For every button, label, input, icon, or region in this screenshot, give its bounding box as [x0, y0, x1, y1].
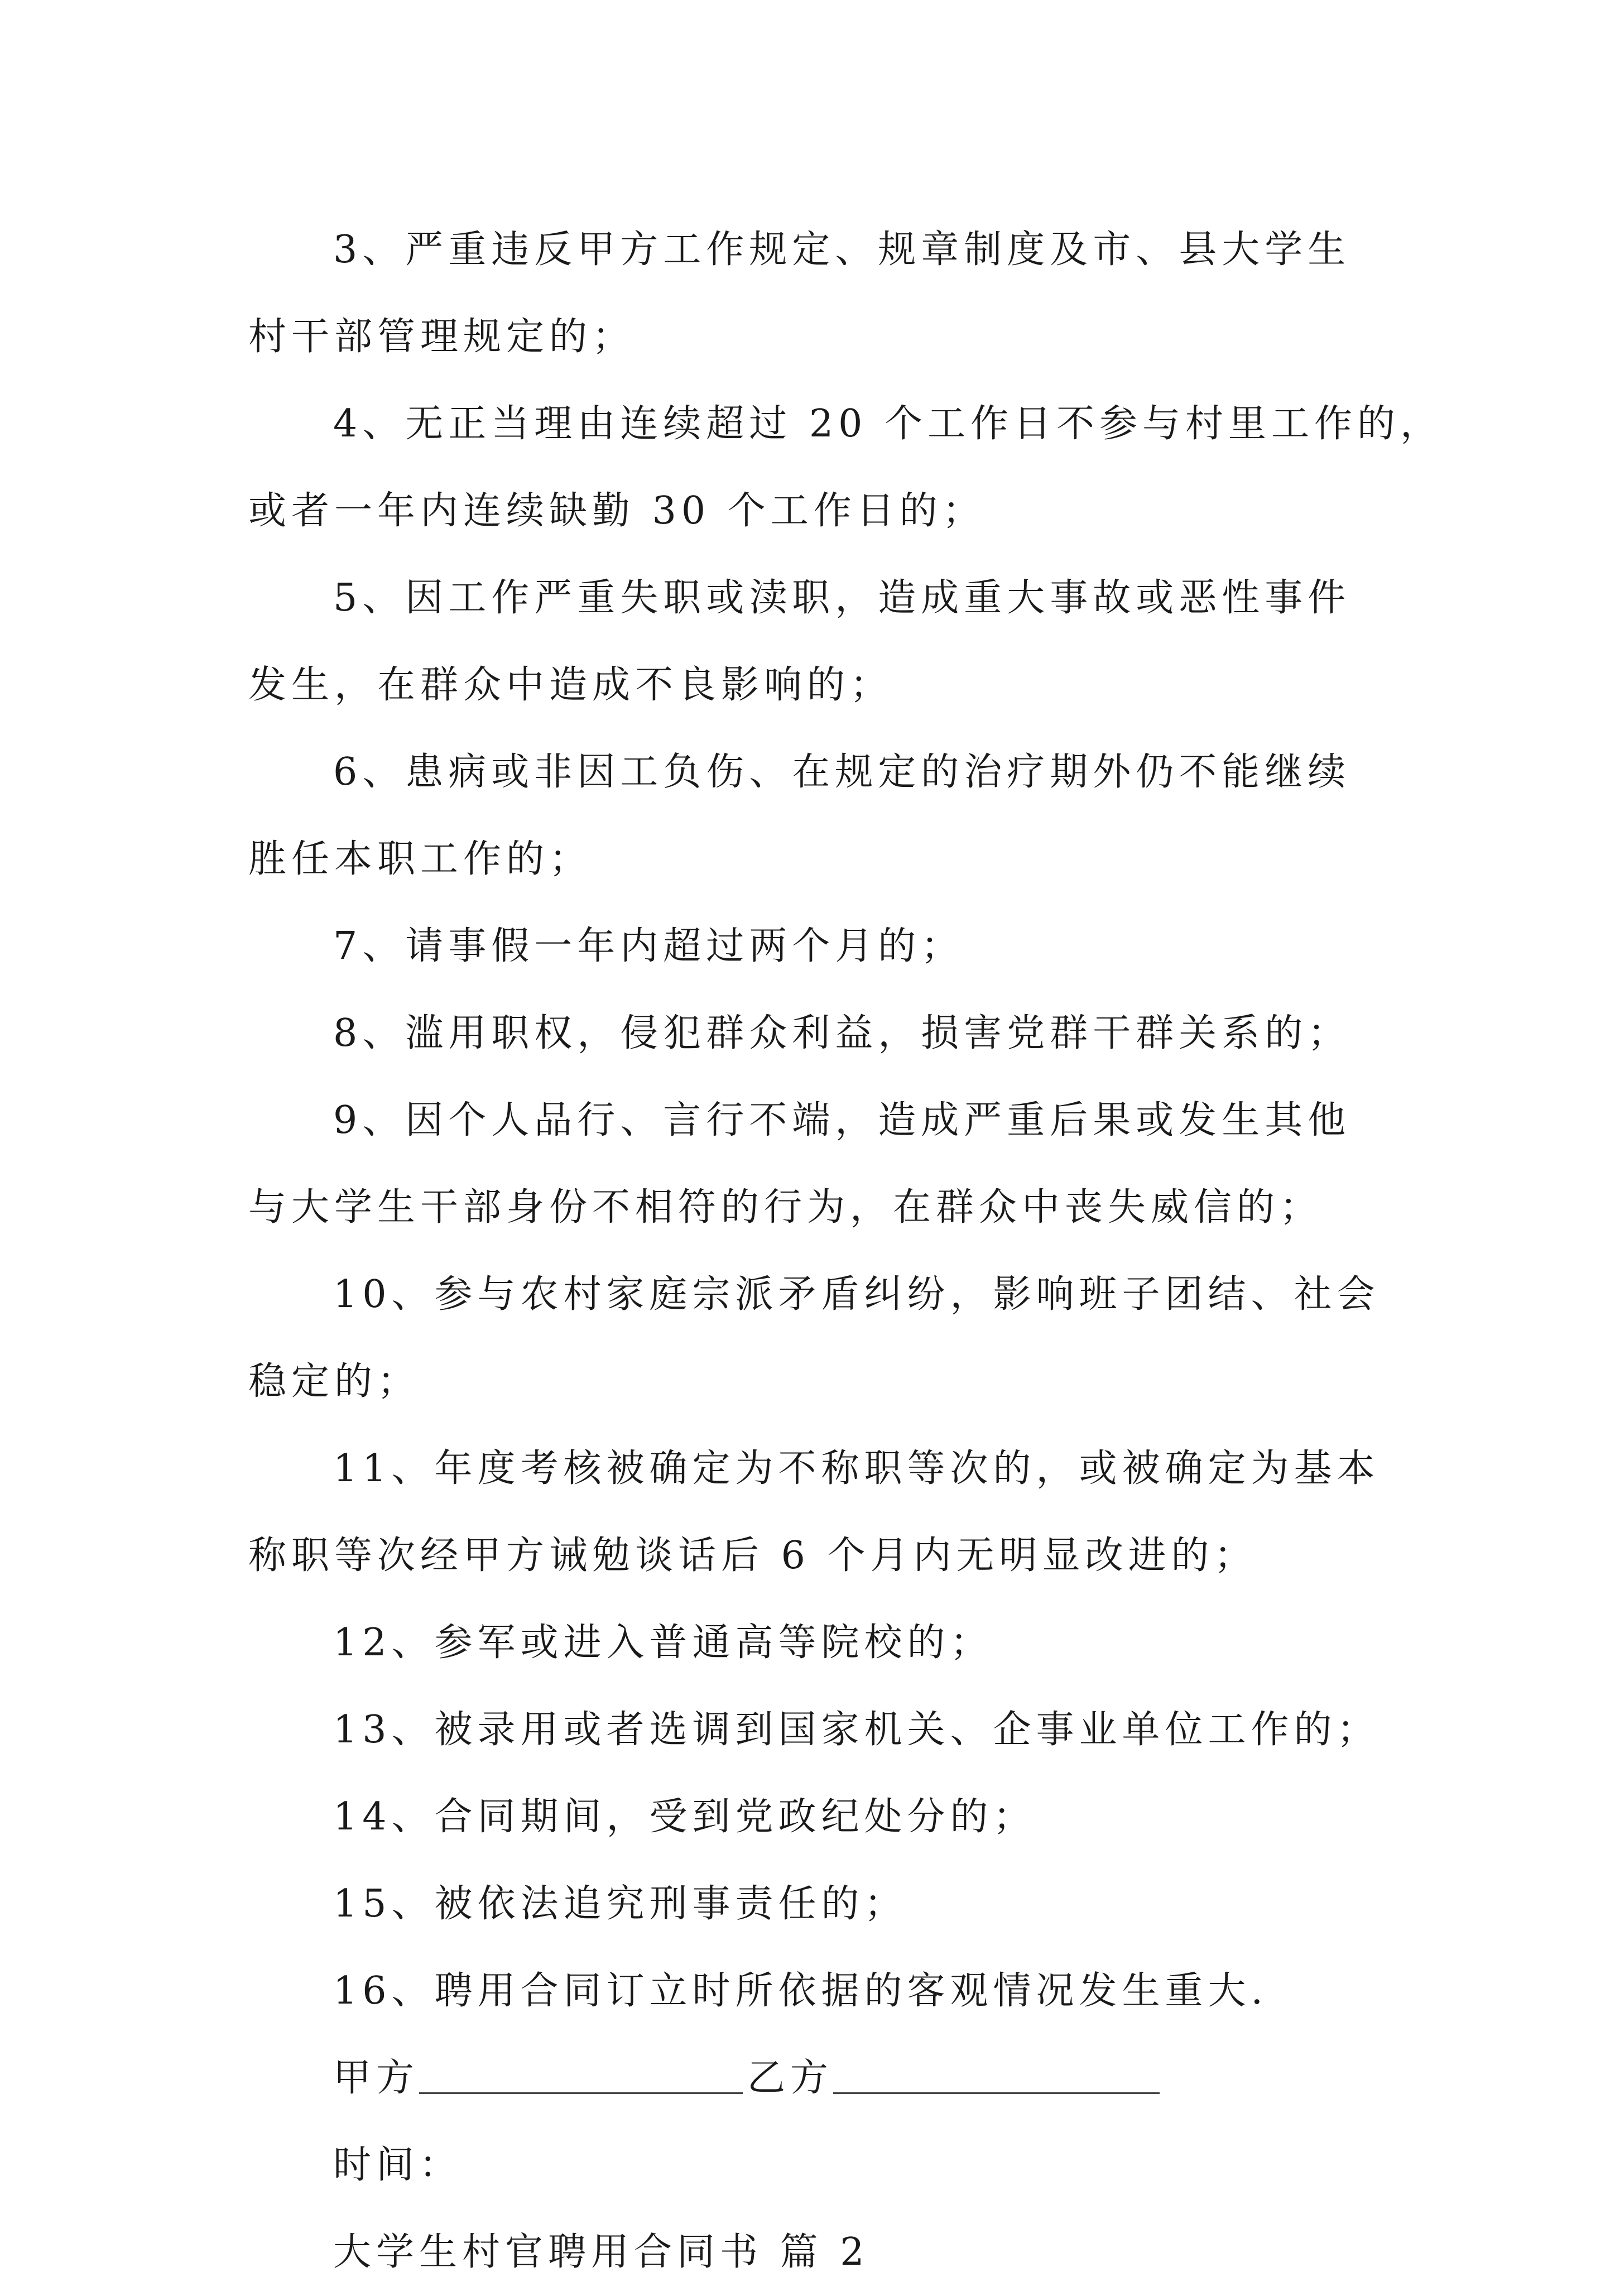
clause-8-line-1: 8、滥用职权，侵犯群众利益，损害党群干群关系的； — [333, 1011, 1351, 1055]
clause-12-line-1: 12、参军或进入普通高等院校的； — [333, 1621, 993, 1665]
clause-3-line-2: 村干部管理规定的； — [248, 315, 636, 359]
clause-3 — [248, 206, 1373, 381]
clause-3-line-1: 3、严重违反甲方工作规定、规章制度及市、县大学生 — [333, 228, 1351, 272]
clause-6 — [248, 729, 1373, 903]
clause-9 — [248, 1077, 1373, 1251]
party-a-label: 甲方 — [333, 2056, 420, 2100]
clause-7-line-1: 7、请事假一年内超过两个月的； — [333, 924, 964, 968]
time-label: 时间： — [333, 2143, 463, 2187]
signature-row — [248, 2035, 1373, 2122]
party-b-signature-blank — [833, 2057, 1160, 2094]
clause-13-line-1: 13、被录用或者选调到国家机关、企事业单位工作的； — [333, 1708, 1380, 1752]
clause-6-line-2: 胜任本职工作的； — [248, 837, 593, 881]
clause-13 — [248, 1687, 1380, 1774]
clause-11 — [248, 1425, 1380, 1599]
clause-11-line-2: 称职等次经甲方诫勉谈话后 6 个月内无明显改进的； — [248, 1534, 1257, 1578]
clause-4-line-1: 4、无正当理由连续超过 20 个工作日不参与村里工作的， — [333, 402, 1444, 446]
clause-4 — [248, 381, 1444, 555]
party-b-label: 乙方 — [747, 2056, 834, 2100]
clause-5-line-2: 发生，在群众中造成不良影响的； — [248, 663, 893, 707]
clause-8 — [248, 990, 1373, 1077]
clause-15 — [248, 1861, 1373, 1948]
clause-10-line-1: 10、参与农村家庭宗派矛盾纠纷，影响班子团结、社会 — [333, 1272, 1380, 1317]
clause-14-line-1: 14、合同期间，受到党政纪处分的； — [333, 1795, 1036, 1839]
clause-15-line-1: 15、被依法追究刑事责任的； — [333, 1882, 907, 1926]
clause-7 — [248, 903, 1373, 990]
clause-14 — [248, 1774, 1373, 1861]
party-a-signature-blank — [419, 2057, 743, 2094]
clause-10 — [248, 1251, 1380, 1425]
next-section-title: 大学生村官聘用合同书 篇 2 — [333, 2230, 869, 2274]
document-body — [248, 206, 1444, 2296]
clause-9-line-1: 9、因个人品行、言行不端，造成严重后果或发生其他 — [333, 1098, 1351, 1142]
clause-12 — [248, 1599, 1373, 1687]
clause-11-line-1: 11、年度考核被确定为不称职等次的，或被确定为基本 — [333, 1447, 1380, 1491]
clause-10-line-2: 稳定的； — [248, 1360, 421, 1404]
clause-6-line-1: 6、患病或非因工负伤、在规定的治疗期外仍不能继续 — [333, 750, 1351, 794]
clause-16 — [248, 1948, 1373, 2035]
clause-5-line-1: 5、因工作严重失职或渎职，造成重大事故或恶性事件 — [333, 576, 1351, 620]
clause-5 — [248, 555, 1373, 729]
clause-4-line-2: 或者一年内连续缺勤 30 个工作日的； — [248, 489, 986, 533]
clause-16-line-1: 16、聘用合同订立时所依据的客观情况发生重大. — [333, 1969, 1268, 2013]
clause-9-line-2: 与大学生干部身份不相符的行为，在群众中丧失威信的； — [248, 1185, 1323, 1229]
